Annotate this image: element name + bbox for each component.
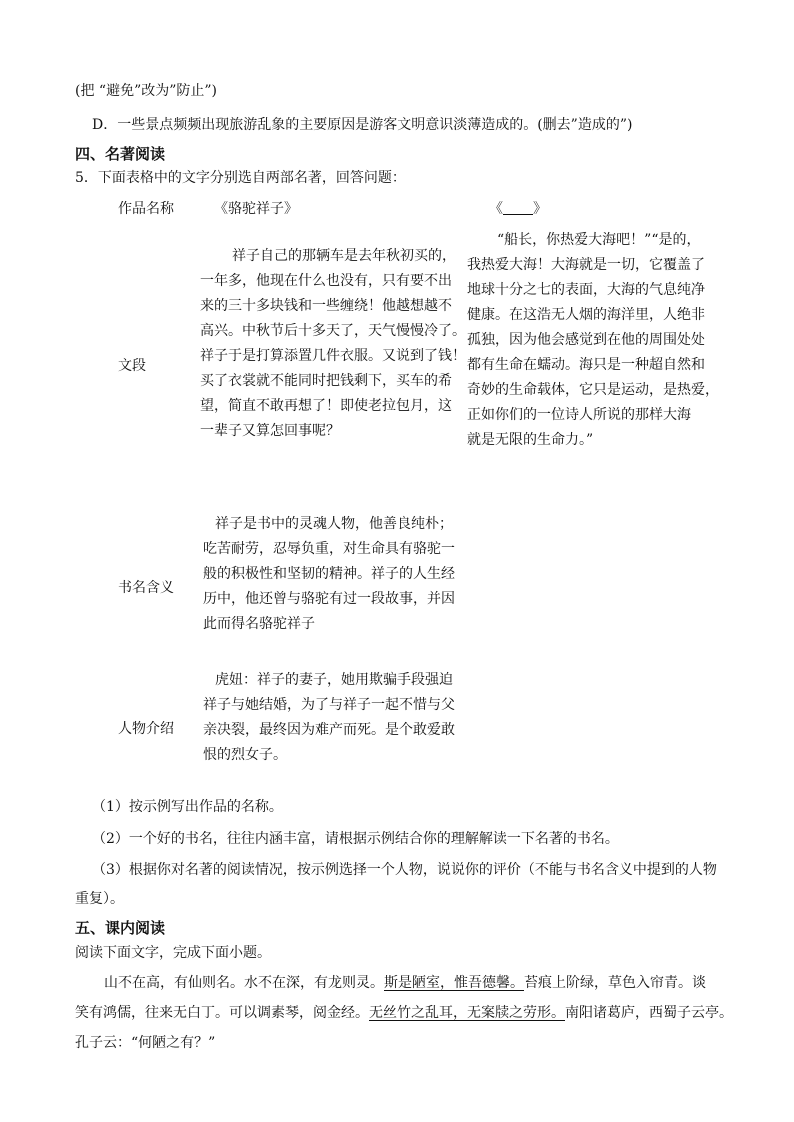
option-d: D．一些景点频频出现旅游乱象的主要原因是游客文明意识淡薄造成的。(删去”造成的”) [92,117,633,133]
subquestion-2: （2）一个好的书名，往往内涵丰富，请根据示例结合你的理解解读一下名著的书名。 [92,831,619,847]
excerpt-2-line: 健康。在这浩无人烟的海洋里，人绝非 [467,307,705,323]
excerpt-1-line: 祥子于是打算添置几件衣服。又说到了钱！ [200,348,466,364]
title-meaning-line: 历中，他还曾与骆驼有过一段故事，并因 [203,591,455,607]
excerpt-1-line: 来的三十多块钱和一些缠绕！他越想越不 [200,298,452,314]
title-meaning [203,512,455,637]
excerpt-2-line: 奇妙的生命载体，它只是运动，是热爱， [467,382,719,398]
excerpt-camel-xiangzi [200,244,466,444]
character-intro-line: 虎妞：祥子的妻子，她用欺骗手段强迫 [215,672,453,688]
character-intro-line: 亲决裂，最终因为难产而死。是个敢爱敢 [203,722,455,738]
title-meaning-line: 祥子是书中的灵魂人物，他善良纯朴； [215,516,453,532]
excerpt-2-line: 就是无限的生命力。” [467,432,594,448]
row-label-wenduan: 文段 [118,358,146,374]
excerpt-1-line: 祥子自己的那辆车是去年秋初买的， [232,248,456,264]
underlined-sentence: 无丝竹之乱耳，无案牍之劳形。 [369,1005,565,1021]
excerpt-1-line: 一年多，他现在什么也没有，只有要不出 [200,273,452,289]
passage-line-3: 孔子云：“何陋之有？” [75,1035,216,1051]
subquestion-3-line-2: 重复）。 [75,891,124,907]
excerpt-sea [467,228,719,453]
work-2-open: 《 [489,201,503,217]
excerpt-1-line: 高兴。中秋节后十多天了，天气慢慢冷了。 [200,323,466,339]
excerpt-2-line: 我热爱大海！大海就是一切，它覆盖了 [467,257,705,273]
passage-line-1 [104,972,706,992]
work-2-blank [503,200,533,215]
excerpt-2-line: 都有生命在蠕动。海只是一种超自然和 [467,357,705,373]
excerpt-2-line: 地球十分之七的表面，大海的气息纯净 [467,282,705,298]
title-meaning-line: 此而得名骆驼祥子 [203,616,315,632]
section-5-heading: 五、课内阅读 [75,919,166,937]
excerpt-2-line: “船长，你热爱大海吧！”“是的， [497,232,701,248]
excerpt-1-line: 一辈子又算怎回事呢？ [200,423,340,439]
underlined-sentence: 斯是陋室，惟吾德馨。 [384,975,524,991]
character-intro [203,668,455,768]
excerpt-1-line: 买了衣裳就不能同时把钱剩下，买车的希 [200,373,452,389]
subquestion-1: （1）按示例写出作品的名称。 [92,799,283,815]
option-c-note: (把 “避免”改为”防止”) [75,83,218,99]
subquestion-3-line-1: （3）根据你对名著的阅读情况，按示例选择一个人物，说说你的评价（不能与书名含义中提到的人物 [92,862,717,878]
excerpt-2-line: 孤独，因为他会感觉到在他的周围处处 [467,332,705,348]
passage-line-2 [75,1002,733,1022]
passage-text: 笑有鸿儒，往来无白丁。可以调素琴，阅金经。 [75,1005,369,1021]
section-5-instruction: 阅读下面文字，完成下面小题。 [75,945,271,961]
character-intro-line: 恨的烈女子。 [203,747,287,763]
header-label: 作品名称 [118,201,174,217]
passage-text: 苔痕上阶绿，草色入帘青。谈 [524,975,706,991]
work-2-close: 》 [533,201,547,217]
work-1-title: 《骆驼祥子》 [214,201,298,217]
section-4-heading: 四、名著阅读 [75,145,166,163]
passage-text: 山不在高，有仙则名。水不在深，有龙则灵。 [104,975,384,991]
character-intro-line: 祥子与她结婚，为了与祥子一起不惜与父 [203,697,455,713]
title-meaning-line: 吃苦耐劳，忍辱负重，对生命具有骆驼一 [203,541,455,557]
row-label-shuming: 书名含义 [118,580,174,596]
passage-text: 南阳诸葛庐，西蜀子云亭。 [565,1005,733,1021]
row-label-renwu: 人物介绍 [118,721,174,737]
excerpt-1-line: 望，简直不敢再想了！即使老拉包月，这 [200,398,452,414]
excerpt-2-line: 正如你们的一位诗人所说的那样大海 [467,407,691,423]
question-5: 5．下面表格中的文字分别选自两部名著，回答问题： [75,170,406,186]
title-meaning-line: 般的积极性和坚韧的精神。祥子的人生经 [203,566,455,582]
work-2-title [489,198,547,218]
